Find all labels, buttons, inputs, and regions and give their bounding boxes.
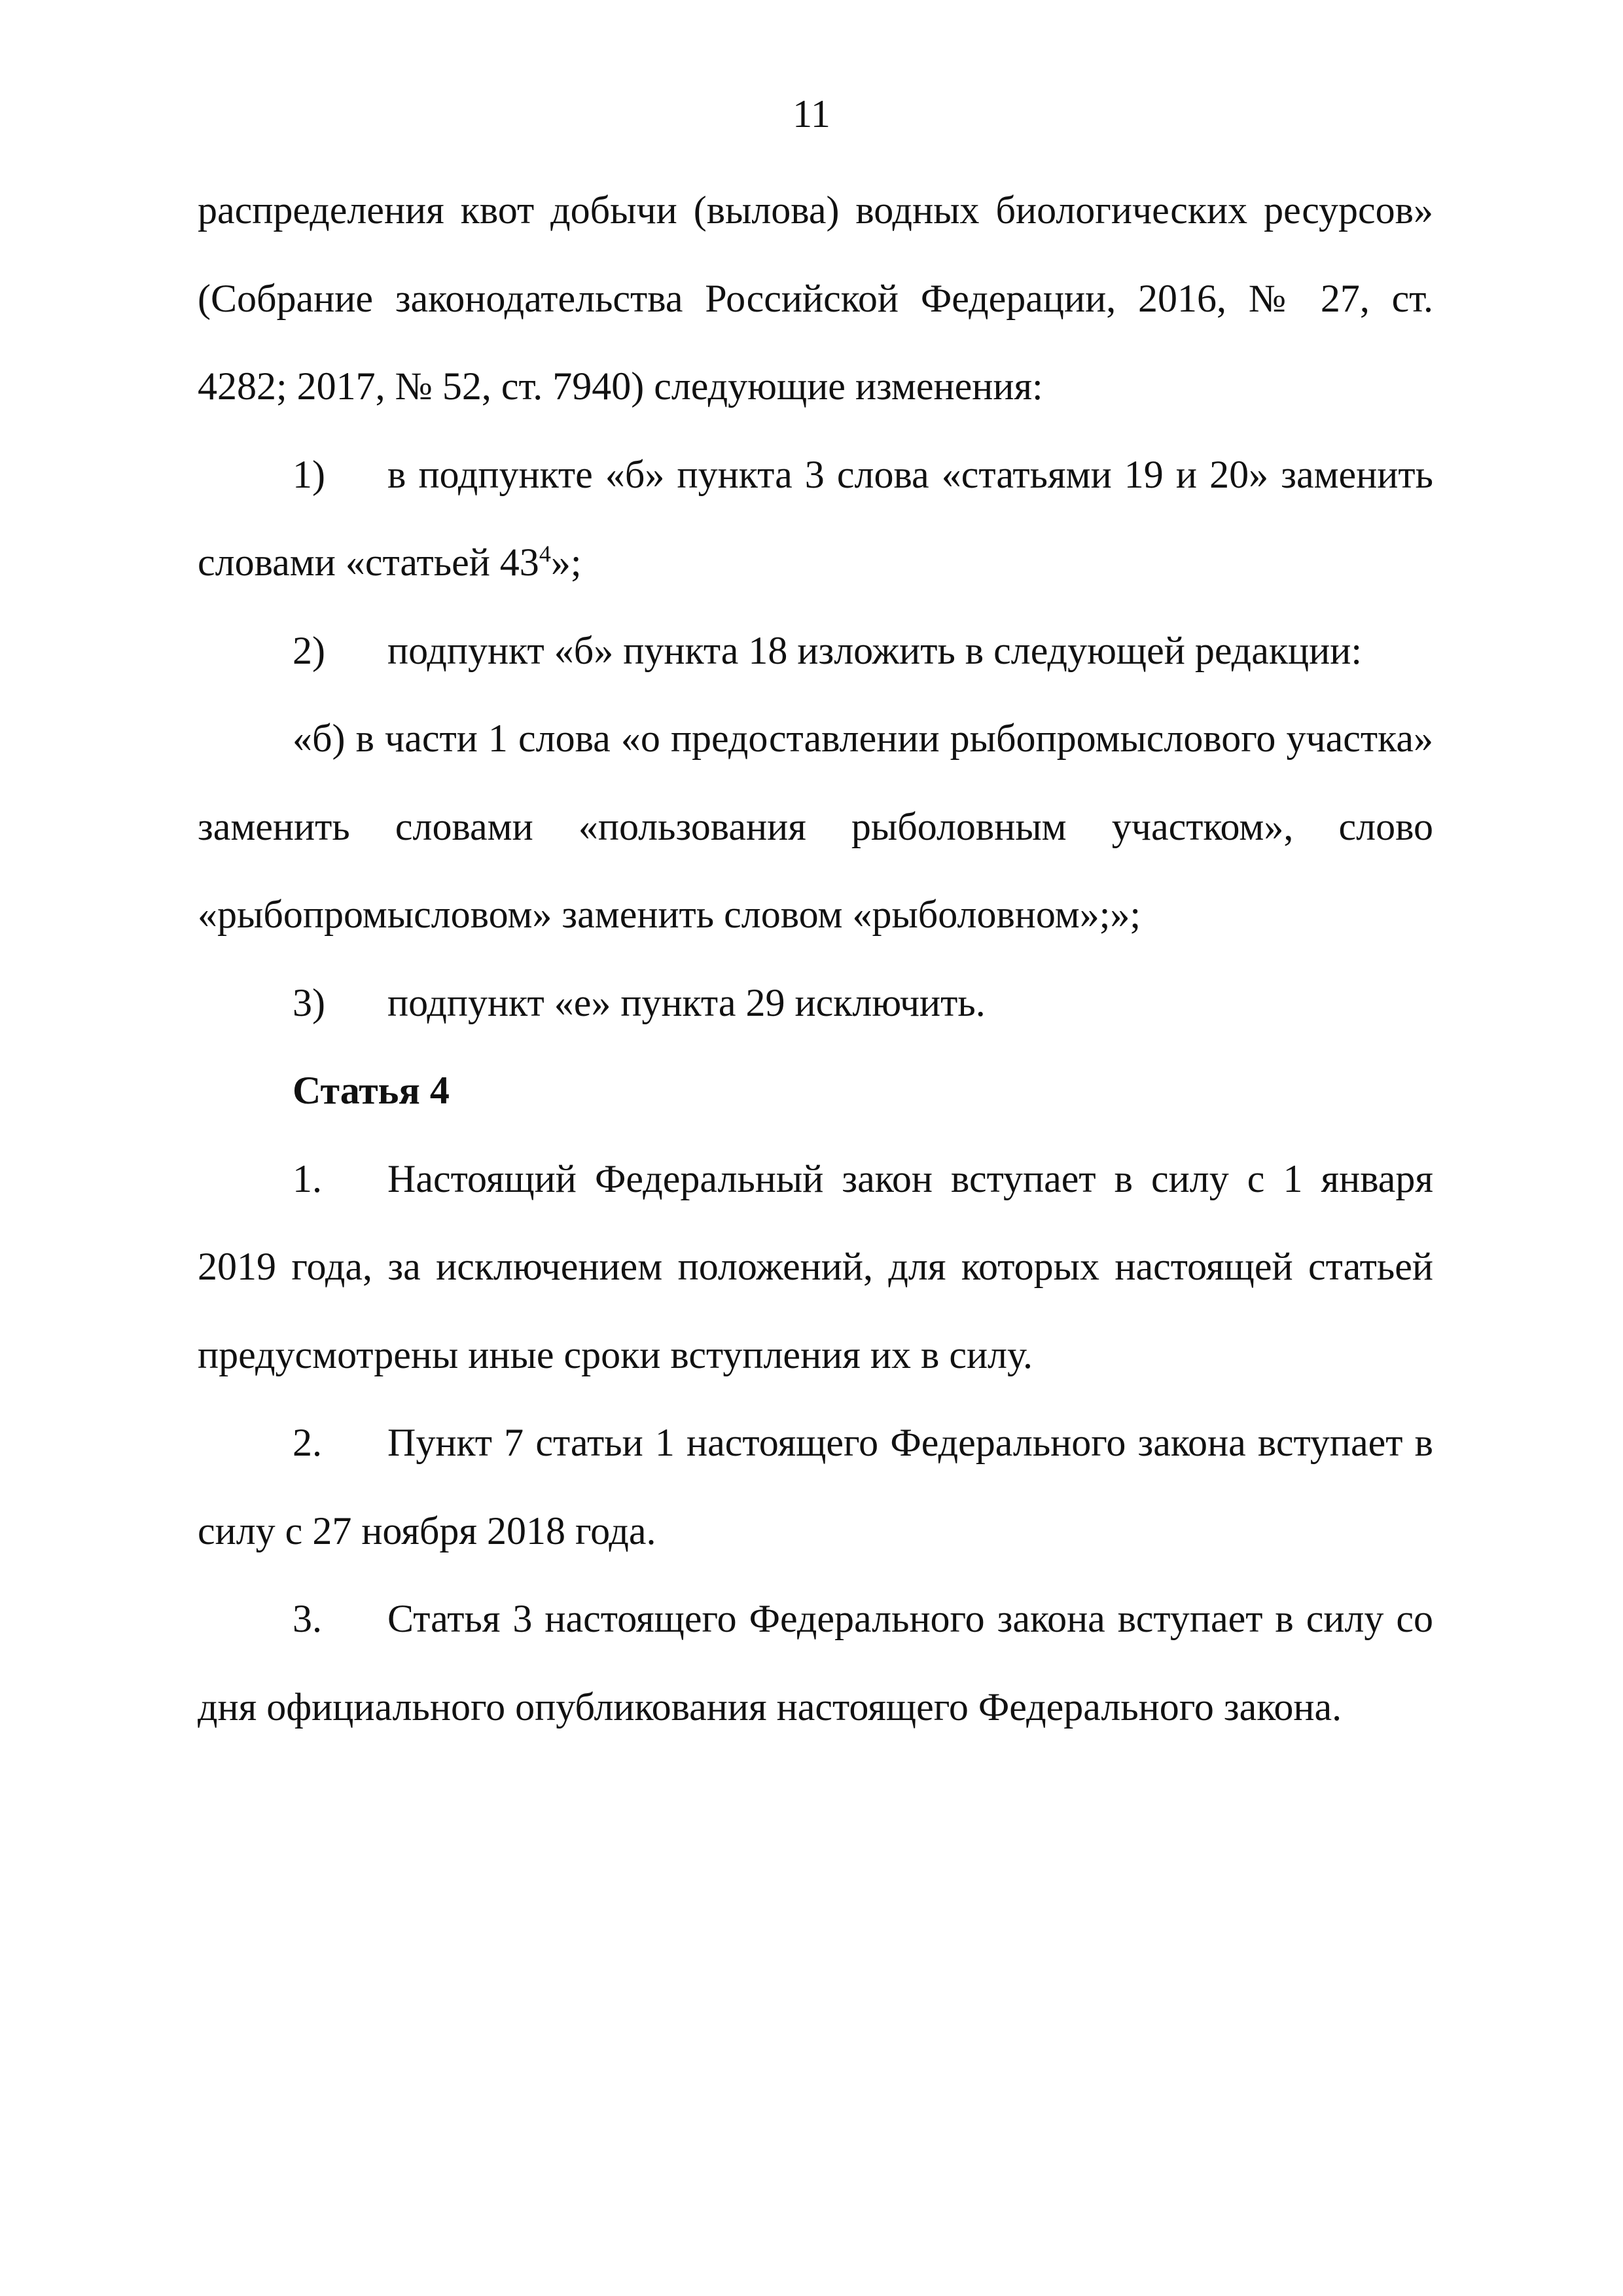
item-number: 1) [293,452,325,496]
intro-paragraph: распределения квот добычи (вылова) водных биологических ресурсов» (Собрание законодательства Российской Федерации, 2016, № 27, ст. 4282; 2017, № 52, ст. 7940) следующие изменения: [198,188,1433,408]
superscript: 4 [539,541,551,567]
item-number: 2) [293,628,325,672]
item-text: в подпункте «б» пункта 3 слова «статьями 19 и 20» заменить словами «статьей 43 [198,452,1433,584]
clause-text: Пункт 7 статьи 1 настоящего Федерального закона вступает в силу с 27 ноября 2018 года. [198,1421,1433,1552]
item-number: 3) [293,980,325,1024]
clause-number: 2. [293,1421,322,1464]
article-clause-1 [198,1135,1433,1399]
article-heading: Статья 4 [293,1069,450,1112]
article-clause-3 [198,1575,1433,1751]
clause-number: 3. [293,1597,322,1640]
clause-text: Статья 3 настоящего Федерального закона вступает в силу со дня официального опубликования настоящего Федерального закона. [198,1597,1433,1729]
item-text-end: »; [550,541,582,584]
amendment-item-2 [198,607,1433,695]
clause-text: Настоящий Федеральный закон вступает в силу с 1 января 2019 года, за исключением положений, для которых настоящей статьей предусмотрены иные сроки вступления их в силу. [198,1157,1433,1376]
article-clause-2 [198,1399,1433,1575]
page-number: 11 [793,92,830,135]
amendment-item-3 [198,959,1433,1047]
item-text: подпункт «е» пункта 29 исключить. [387,980,986,1024]
clause-number: 1. [293,1157,322,1200]
amendment-item-1 [198,431,1433,607]
document-body [198,166,1433,1751]
quoted-amendment: «б) в части 1 слова «о предоставлении рыбопромыслового участка» заменить словами «пользования рыболовным участком», слово «рыбопромысловом» заменить словом «рыболовном»;»; [198,717,1433,936]
item-text: подпункт «б» пункта 18 изложить в следующей редакции: [387,628,1362,672]
